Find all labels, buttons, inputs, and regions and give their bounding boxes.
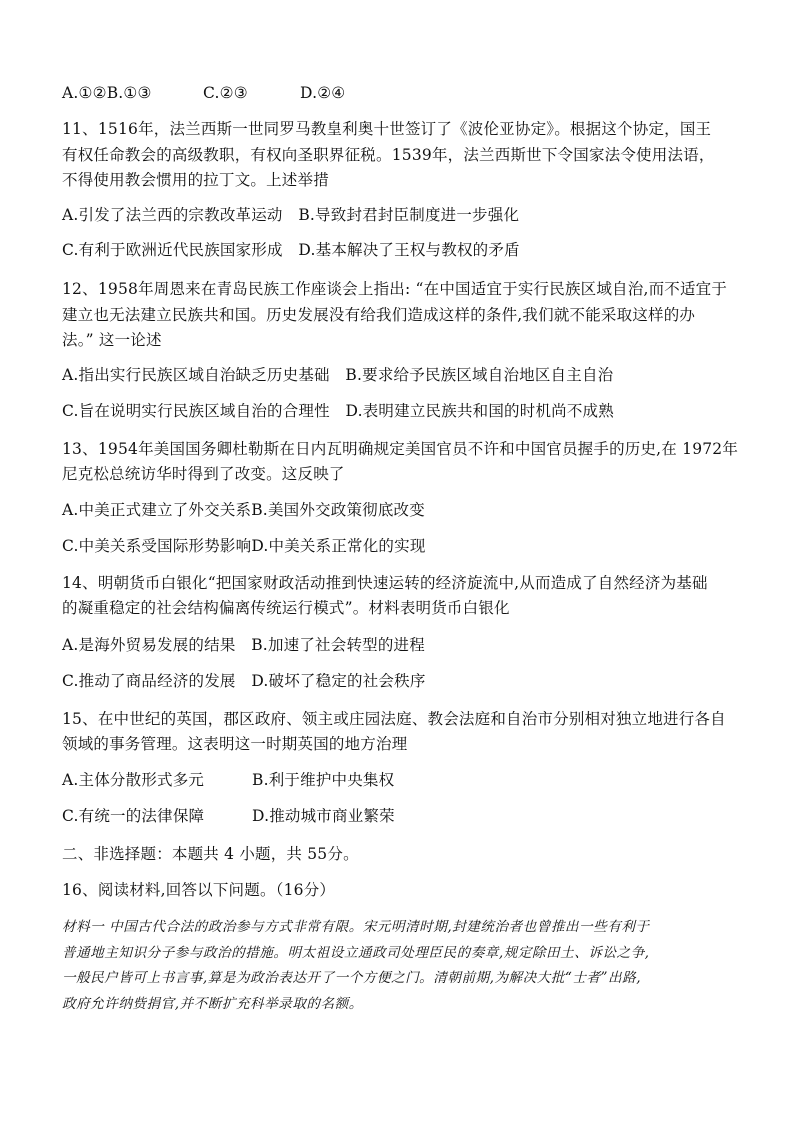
q12-options-cd: C.旨在说明实行民族区域自治的合理性 D.表明建立民族共和国的时机尚不成熟 bbox=[62, 402, 614, 420]
q14-options-ab: A.是海外贸易发展的结果 B.加速了社会转型的进程 bbox=[62, 636, 425, 654]
material-1-line-4: 政府允许纳赀捐官,并不断扩充科举录取的名额。 bbox=[62, 996, 363, 1012]
q12-stem-line-2: 建立也无法建立民族共和国。历史发展没有给我们造成这样的条件,我们就不能采取这样的办 bbox=[62, 306, 696, 324]
q12-stem-line-3: 法。” 这一论述 bbox=[62, 331, 162, 349]
material-1-line-3: 一般民户皆可上书言事,算是为政治表达开了一个方便之门。清朝前期,为解决大批“士者”出路, bbox=[62, 970, 642, 986]
q10-option-d: D.②④ bbox=[300, 84, 346, 102]
q15-options-cd bbox=[62, 806, 742, 826]
q12-options-ab: A.指出实行民族区域自治缺乏历史基础 B.要求给予民族区域自治地区自主自治 bbox=[62, 366, 614, 384]
q15-option-d: D.推动城市商业繁荣 bbox=[252, 807, 395, 825]
q13-stem-line-1: 13、1954年美国国务卿杜勒斯在日内瓦明确规定美国官员不许和中国官员握手的历史,在 1972年 bbox=[62, 440, 739, 458]
material-1-line-1: 材料一 中国古代合法的政治参与方式非常有限。宋元明清时期,封建统治者也曾推出一些有利于 bbox=[62, 919, 650, 935]
q15-options-ab bbox=[62, 770, 742, 790]
q16-stem: 16、阅读材料,回答以下问题。（16分） bbox=[62, 881, 336, 899]
q11-stem-line-1: 11、1516年，法兰西斯一世同罗马教皇利奥十世签订了《波伦亚协定》。根据这个协定，国王 bbox=[62, 120, 712, 138]
q15-option-c: C.有统一的法律保障 bbox=[62, 807, 205, 825]
q14-stem-line-1: 14、明朝货币白银化“把国家财政活动推到快速运转的经济旋流中,从而造成了自然经济为基础 bbox=[62, 574, 708, 592]
q14-options-cd: C.推动了商品经济的发展 D.破坏了稳定的社会秩序 bbox=[62, 672, 426, 690]
q10-option-c: C.②③ bbox=[203, 84, 248, 102]
q11-stem-line-3: 不得使用教会惯用的拉丁文。上述举措 bbox=[62, 171, 329, 189]
q10-options-ab-text: A.①②B.①③ bbox=[62, 84, 152, 102]
q13-options-cd: C.中美关系受国际形势影响D.中美关系正常化的实现 bbox=[62, 537, 426, 555]
q15-option-a: A.主体分散形式多元 bbox=[62, 771, 205, 789]
material-1-line-2: 普通地主知识分子参与政治的措施。明太祖设立通政司处理臣民的奏章,规定除田土、诉讼之争, bbox=[62, 945, 650, 961]
q14-stem-line-2: 的凝重稳定的社会结构偏离传统运行模式”。材料表明货币白银化 bbox=[62, 599, 510, 617]
section-2-heading: 二、非选择题：本题共 4 小题，共 55分。 bbox=[62, 845, 359, 863]
q10-options-ab bbox=[62, 83, 742, 103]
q15-stem-line-1: 15、在中世纪的英国，郡区政府、领主或庄园法庭、教会法庭和自治市分别相对独立地进行各自 bbox=[62, 710, 726, 728]
q13-stem-line-2: 尼克松总统访华时得到了改变。这反映了 bbox=[62, 465, 345, 483]
q12-stem-line-1: 12、1958年周恩来在青岛民族工作座谈会上指出: “在中国适宜于实行民族区域自治,而不适宜于 bbox=[62, 280, 728, 298]
q11-options-cd: C.有利于欧洲近代民族国家形成 D.基本解决了王权与教权的矛盾 bbox=[62, 241, 520, 259]
q11-options-ab: A.引发了法兰西的宗教改革运动 B.导致封君封臣制度进一步强化 bbox=[62, 206, 520, 224]
q11-stem-line-2: 有权任命教会的高级教职，有权向圣职界征税。1539年，法兰西斯世下令国家法令使用法语， bbox=[62, 146, 715, 164]
q13-options-ab: A.中美正式建立了外交关系B.美国外交政策彻底改变 bbox=[62, 501, 425, 519]
q15-option-b: B.利于维护中央集权 bbox=[252, 771, 395, 789]
q15-stem-line-2: 领域的事务管理。这表明这一时期英国的地方治理 bbox=[62, 735, 408, 753]
